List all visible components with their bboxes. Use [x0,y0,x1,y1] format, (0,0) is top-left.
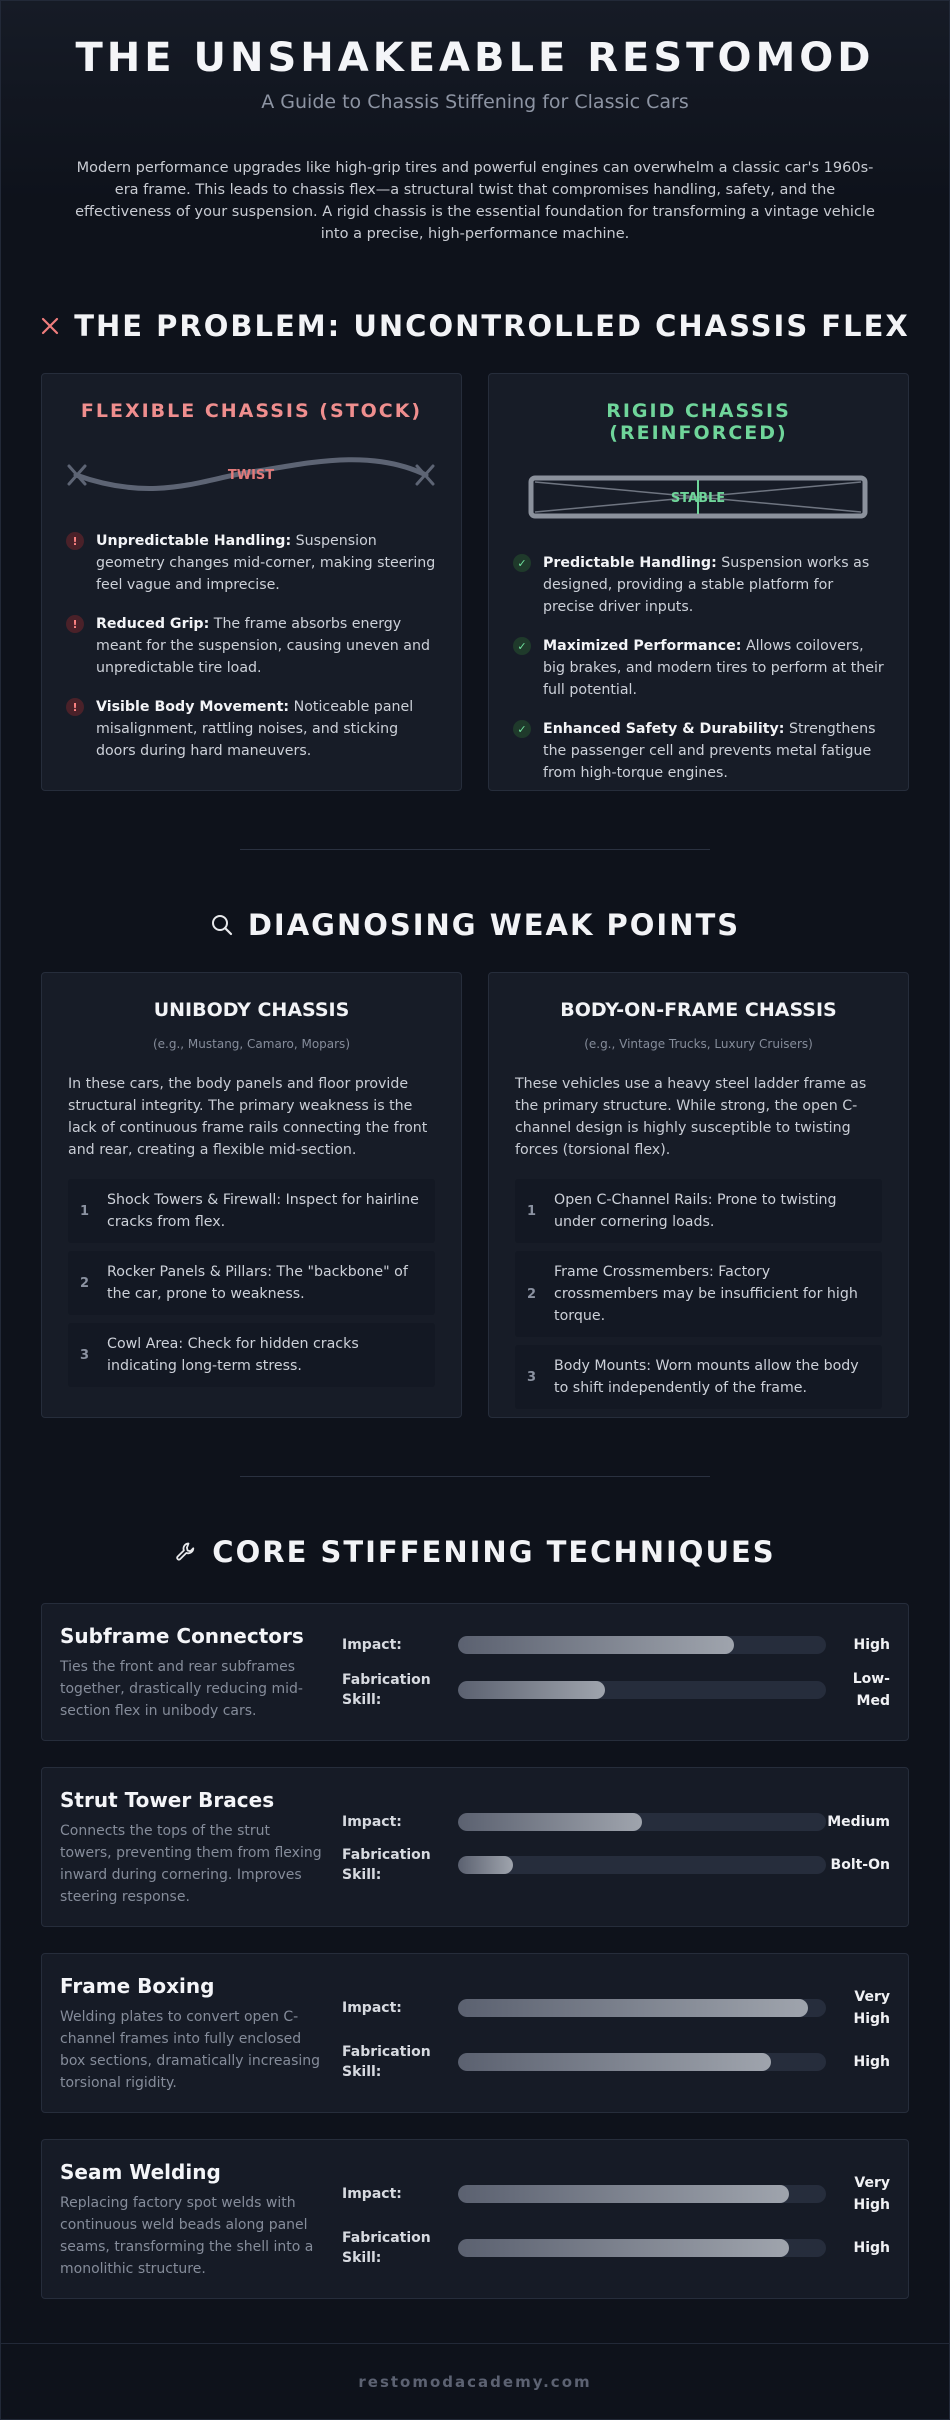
intro-paragraph: Modern performance upgrades like high-grip tires and powerful engines can overwhelm a classic car's 1960s-era frame. This leads to chassis flex—a structural twist that compromises handling, safety, and the effectiveness of your suspension. A rigid chassis is the essential foundation for transforming a vintage vehicle into a precise, high-performance machine. [75,160,875,242]
point-text: Cowl Area: Check for hidden cracks indicating long-term stress. [107,1336,359,1374]
unibody-card [41,972,462,1418]
weak-point-item [68,1323,435,1387]
body-on-frame-card [488,972,909,1418]
impact-meter [342,1634,890,1656]
check-icon: ✓ [513,637,531,655]
feature-heading: Unpredictable Handling: [96,533,292,549]
skill-label: Fabrication Skill: [342,2044,431,2080]
weak-point-item [515,1251,882,1337]
twist-label: TWIST [227,468,275,483]
technique-description: Ties the front and rear subframes together, drastically reducing mid-section flex in unibody cars. [60,1659,303,1719]
flexible-feature-2 [66,613,437,679]
impact-fill [458,2185,789,2203]
impact-fill [458,1999,808,2017]
impact-value: Very High [853,2175,890,2213]
techniques-section [1,1535,949,2299]
search-icon [210,913,234,937]
stable-label: STABLE [670,491,726,506]
problem-heading [1,309,949,343]
skill-fill [458,1856,513,1874]
impact-label: Impact: [342,1814,402,1830]
rigid-feature-3 [513,718,884,784]
technique-card-frame-boxing [41,1953,909,2113]
impact-track [458,1999,826,2017]
body-on-frame-weak-points [515,1179,882,1409]
impact-fill [458,1813,642,1831]
technique-name: Subframe Connectors [60,1624,304,1648]
feature-text: Allows coilovers, big brakes, and modern tires to perform at their full potential. [543,638,884,698]
point-number: 3 [527,1369,537,1385]
technique-card-subframe-connectors [41,1603,909,1741]
technique-name: Seam Welding [60,2160,221,2184]
feature-heading: Predictable Handling: [543,555,717,571]
weak-point-item [515,1179,882,1243]
impact-meter [342,2172,890,2216]
point-text: Body Mounts: Worn mounts allow the body to shift independently of the frame. [554,1358,859,1396]
skill-track [458,1681,826,1699]
feature-heading: Maximized Performance: [543,638,742,654]
techniques-heading-text: CORE STIFFENING TECHNIQUES [212,1535,776,1569]
skill-label: Fabrication Skill: [342,1672,431,1708]
rigid-chassis-card [488,373,909,791]
warning-icon: ! [66,698,84,716]
check-icon: ✓ [513,720,531,738]
body-on-frame-examples: (e.g., Vintage Trucks, Luxury Cruisers) [584,1037,813,1051]
skill-meter [342,1845,890,1885]
point-text: Rocker Panels & Pillars: The "backbone" of the car, prone to weakness. [107,1264,408,1302]
flexible-feature-3 [66,696,437,762]
problem-section [1,309,949,791]
impact-meter [342,1986,890,2030]
diagnosing-heading [1,908,949,942]
point-text: Shock Towers & Firewall: Inspect for hairline cracks from flex. [107,1192,419,1230]
skill-label: Fabrication Skill: [342,2230,431,2266]
footer-site-link[interactable]: restomodacademy.com [358,2372,592,2391]
technique-card-strut-tower-braces [41,1767,909,1927]
point-number: 2 [527,1286,537,1302]
technique-name: Frame Boxing [60,1974,215,1998]
skill-value: Bolt-On [830,1857,890,1873]
body-on-frame-title: BODY-ON-FRAME CHASSIS [560,999,837,1021]
x-icon [40,316,60,336]
weak-point-item [68,1179,435,1243]
technique-name: Strut Tower Braces [60,1788,275,1812]
twist-illustration [66,442,437,508]
feature-heading: Enhanced Safety & Durability: [543,721,785,737]
point-number: 1 [80,1203,90,1219]
impact-label: Impact: [342,1637,402,1653]
rigid-feature-2 [513,635,884,701]
section-divider [240,849,710,850]
feature-text: Suspension works as designed, providing a stable platform for precise driver inputs. [543,555,870,615]
impact-track [458,1636,826,1654]
point-number: 2 [80,1275,90,1291]
feature-text: The frame absorbs energy meant for the suspension, causing uneven and unpredictable tire load. [96,616,431,676]
feature-text: Strengthens the passenger cell and prevents metal fatigue from high-torque engines. [543,721,876,781]
wrench-icon [174,1540,198,1564]
skill-meter [342,2042,890,2082]
flexible-feature-list [66,530,437,762]
impact-track [458,2185,826,2203]
impact-meter [342,1811,890,1833]
unibody-examples: (e.g., Mustang, Camaro, Mopars) [152,1037,350,1051]
technique-description: Replacing factory spot welds with continuous weld beads along panel seams, transforming the shell into a monolithic structure. [60,2195,314,2277]
warning-icon: ! [66,615,84,633]
skill-track [458,2239,826,2257]
comparison-cards [1,373,949,791]
warning-icon: ! [66,532,84,550]
skill-track [458,2053,826,2071]
diagnosing-heading-text: DIAGNOSING WEAK POINTS [247,908,741,942]
rigid-feature-1 [513,552,884,618]
point-number: 3 [80,1347,90,1363]
problem-heading-text: THE PROBLEM: UNCONTROLLED CHASSIS FLEX [74,309,910,343]
flexible-chassis-title: FLEXIBLE CHASSIS (STOCK) [80,400,423,422]
point-number: 1 [527,1203,537,1219]
weak-point-item [68,1251,435,1315]
diagnosing-section [1,908,949,1418]
page-header [1,1,949,245]
stable-illustration [513,464,884,530]
impact-label: Impact: [342,2000,402,2016]
skill-label: Fabrication Skill: [342,1847,431,1883]
impact-value: Medium [827,1814,890,1830]
skill-track [458,1856,826,1874]
weak-point-item [515,1345,882,1409]
rigid-feature-list [513,552,884,784]
feature-heading: Visible Body Movement: [96,699,290,715]
impact-fill [458,1636,734,1654]
page-footer [1,2343,949,2419]
point-text: Frame Crossmembers: Factory crossmembers may be insufficient for high torque. [554,1264,858,1324]
impact-value: High [853,1637,890,1653]
skill-fill [458,2053,771,2071]
unibody-weak-points [68,1179,435,1387]
chassis-type-cards [1,972,949,1418]
skill-value: High [853,2240,890,2256]
unibody-title: UNIBODY CHASSIS [153,999,350,1021]
impact-track [458,1813,826,1831]
point-text: Open C-Channel Rails: Prone to twisting under cornering loads. [554,1192,837,1230]
impact-value: Very High [853,1989,890,2027]
body-on-frame-description: These vehicles use a heavy steel ladder frame as the primary structure. While strong, the open C-channel design is highly susceptible to twisting forces (torsional flex). [515,1076,867,1158]
check-icon: ✓ [513,554,531,572]
skill-value: Low-Med [852,1671,890,1709]
skill-value: High [853,2054,890,2070]
unibody-description: In these cars, the body panels and floor provide structural integrity. The primary weakness is the lack of continuous frame rails connecting the front and rear, creating a flexible mid-section. [68,1076,428,1158]
skill-fill [458,2239,789,2257]
impact-label: Impact: [342,2186,402,2202]
page-subtitle: A Guide to Chassis Stiffening for Classic Cars [261,91,689,113]
technique-description: Welding plates to convert open C-channel frames into fully enclosed box sections, dramatically increasing torsional rigidity. [60,2009,321,2091]
skill-meter [342,2228,890,2268]
techniques-heading [1,1535,949,1569]
technique-description: Connects the tops of the strut towers, preventing them from flexing inward during cornering. Improves steering response. [60,1823,322,1905]
skill-fill [458,1681,605,1699]
skill-meter [342,1668,890,1712]
technique-list [1,1603,949,2299]
flexible-chassis-card [41,373,462,791]
technique-card-seam-welding [41,2139,909,2299]
flexible-feature-1 [66,530,437,596]
section-divider [240,1476,710,1477]
page-title: THE UNSHAKEABLE RESTOMOD [75,35,875,81]
rigid-chassis-title: RIGID CHASSIS (REINFORCED) [606,400,791,444]
feature-heading: Reduced Grip: [96,616,210,632]
feature-text: Noticeable panel misalignment, rattling noises, and sticking doors during hard maneuvers. [96,699,414,759]
feature-text: Suspension geometry changes mid-corner, making steering feel vague and imprecise. [96,533,436,593]
